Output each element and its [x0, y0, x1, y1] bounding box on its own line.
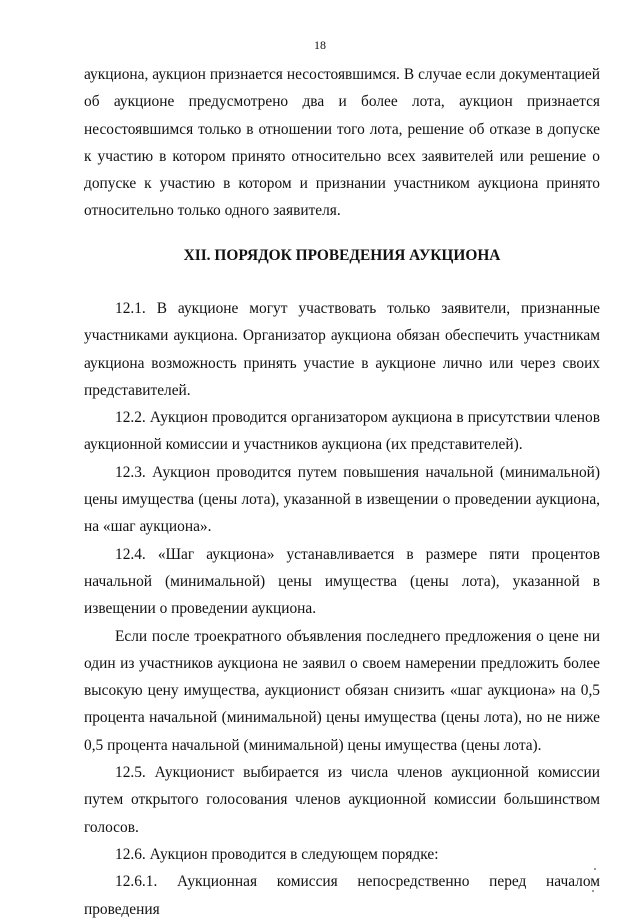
intro-paragraph-block: [84, 61, 600, 225]
paragraph-12-6-1: 12.6.1. Аукционная комиссия непосредственно перед началом проведения: [84, 873, 600, 918]
paragraph-12-3: 12.3. Аукцион проводится путем повышения начальной (минимальной) цены имущества (цены лота), указанной в извещении о проведении аукциона, на «шаг аукциона».: [84, 463, 600, 536]
paragraph-12-1: 12.1. В аукционе могут участвовать только заявители, признанные участниками аукциона. Организатор аукциона обязан обеспечить участникам аукциона возможность принять участие в аукционе лично или через своих представителей.: [84, 300, 600, 399]
paragraph-12-6: 12.6. Аукцион проводится в следующем порядке:: [115, 845, 439, 863]
intro-paragraph: аукциона, аукцион признается несостоявшимся. В случае если документацией об аукционе предусмотрено два и более лота, аукцион признается несостоявшимся только в отношении того лота, решение об отказе в допуске к участию в котором принято относительно всех заявителей или решение о допуске к участию в котором и признании участником аукциона принято относительно только одного заявителя.: [84, 66, 600, 220]
scan-speck: [592, 890, 594, 892]
section-body: [84, 295, 600, 923]
paragraph-12-5: 12.5. Аукционист выбирается из числа членов аукционной комиссии путем открытого голосования членов аукционной комиссии большинством голосов.: [84, 764, 600, 836]
scan-speck: [594, 868, 596, 870]
section-heading: XII. ПОРЯДОК ПРОВЕДЕНИЯ АУКЦИОНА: [183, 247, 501, 264]
page-number: 18: [314, 38, 326, 52]
paragraph-12-4: 12.4. «Шаг аукциона» устанавливается в размере пяти процентов начальной (минимальной) цены имущества (цены лота), указанной в извещении о проведении аукциона.: [84, 545, 600, 618]
paragraph-12-2: 12.2. Аукцион проводится организатором аукциона в присутствии членов аукционной комиссии и участников аукциона (их представителей).: [84, 409, 600, 454]
paragraph-step-reduction: Если после троекратного объявления последнего предложения о цене ни один из участников аукциона не заявил о своем намерении предложить более высокую цену имущества, аукционист обязан снизить «шаг аукциона» на 0,5 процента начальной (минимальной) цены имущества (цены лота), но не ниже 0,5 процента начальной (минимальной) цены имущества (цены лота).: [84, 627, 600, 754]
